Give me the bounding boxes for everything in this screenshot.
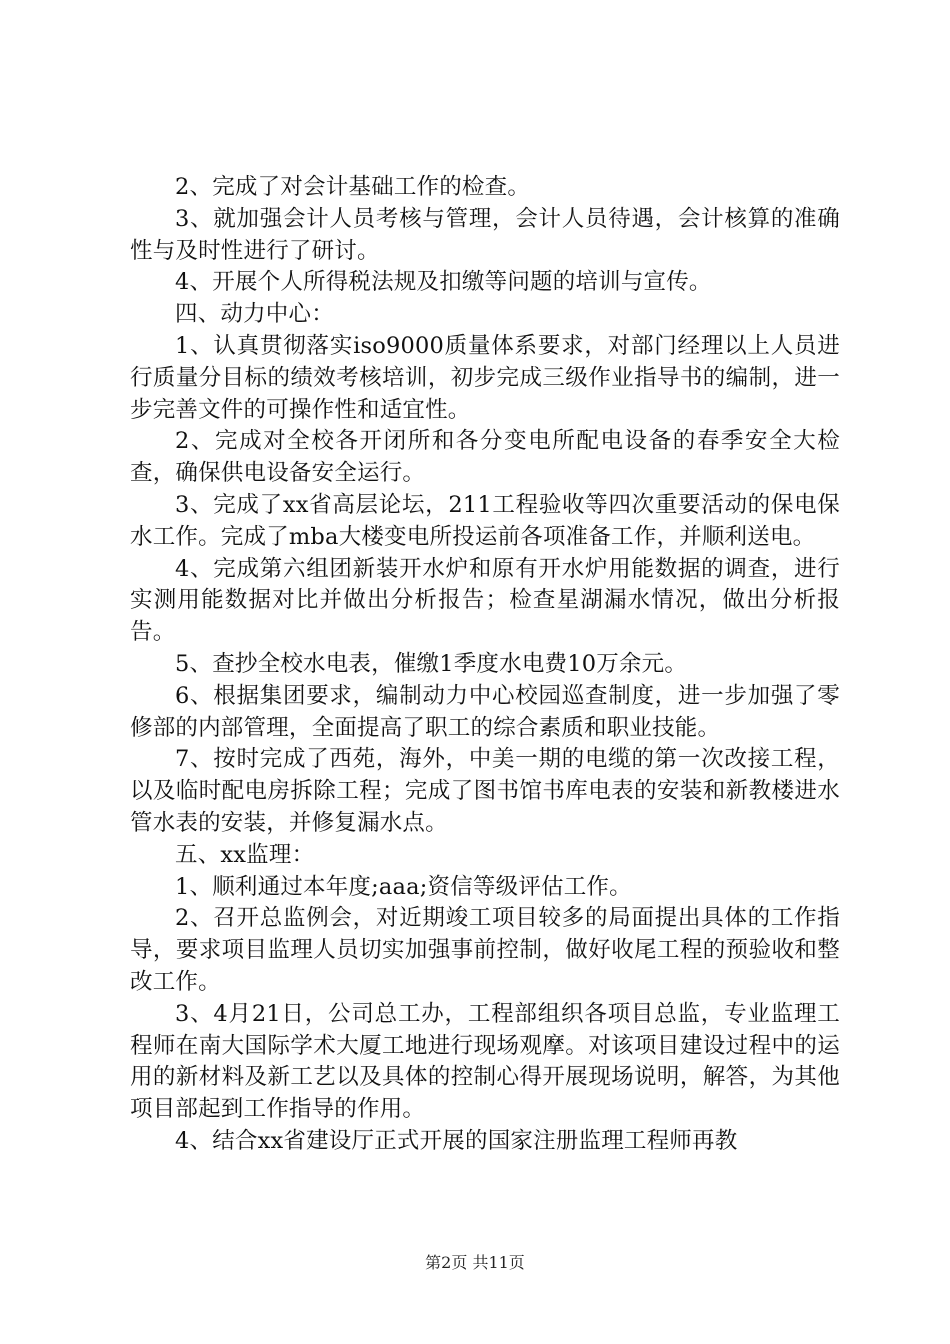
paragraph: 3、4月21日，公司总工办，工程部组织各项目总监，专业监理工程师在南大国际学术大厦工地进行现场观摩。对该项目建设过程中的运用的新材料及新工艺以及具体的控制心得开展现场说明，解答，为其他项目部起到工作指导的作用。 xyxy=(130,1000,840,1123)
page-footer: 第2页 共11页 xyxy=(425,1253,525,1272)
paragraph: 5、查抄全校水电表，催缴1季度水电费10万余元。 xyxy=(175,650,688,677)
paragraph: 3、就加强会计人员考核与管理，会计人员待遇，会计核算的准确性与及时性进行了研讨。 xyxy=(130,205,840,264)
section-heading: 五、xx监理： xyxy=(175,841,315,868)
document-body xyxy=(130,172,840,1158)
paragraph: 4、开展个人所得税法规及扣缴等问题的培训与宣传。 xyxy=(175,269,712,296)
paragraph: 2、召开总监例会，对近期竣工项目较多的局面提出具体的工作指导，要求项目监理人员切实加强事前控制，做好收尾工程的预验收和整改工作。 xyxy=(130,905,840,995)
paragraph: 3、完成了xx省高层论坛，211工程验收等四次重要活动的保电保水工作。完成了mba大楼变电所投运前各项准备工作，并顺利送电。 xyxy=(130,491,840,550)
paragraph: 2、完成了对会计基础工作的检查。 xyxy=(175,174,531,200)
section-heading: 四、动力中心： xyxy=(175,301,334,328)
paragraph: 4、完成第六组团新装开水炉和原有开水炉用能数据的调查，进行实测用能数据对比并做出分析报告；检查星湖漏水情况，做出分析报告。 xyxy=(130,555,840,646)
paragraph: 1、顺利通过本年度;aaa;资信等级评估工作。 xyxy=(175,873,632,900)
paragraph: 7、按时完成了西苑，海外，中美一期的电缆的第一次改接工程，以及临时配电房拆除工程；完成了图书馆书库电表的安装和新教楼进水管水表的安装，并修复漏水点。 xyxy=(130,746,840,836)
paragraph: 6、根据集团要求，编制动力中心校园巡查制度，进一步加强了零修部的内部管理，全面提高了职工的综合素质和职业技能。 xyxy=(130,682,840,741)
paragraph: 1、认真贯彻落实iso9000质量体系要求，对部门经理以上人员进行质量分目标的绩效考核培训，初步完成三级作业指导书的编制，进一步完善文件的可操作性和适宜性。 xyxy=(130,332,840,423)
paragraph: 2、完成对全校各开闭所和各分变电所配电设备的春季安全大检查，确保供电设备安全运行。 xyxy=(130,428,840,487)
paragraph: 4、结合xx省建设厅正式开展的国家注册监理工程师再教 xyxy=(175,1127,738,1154)
